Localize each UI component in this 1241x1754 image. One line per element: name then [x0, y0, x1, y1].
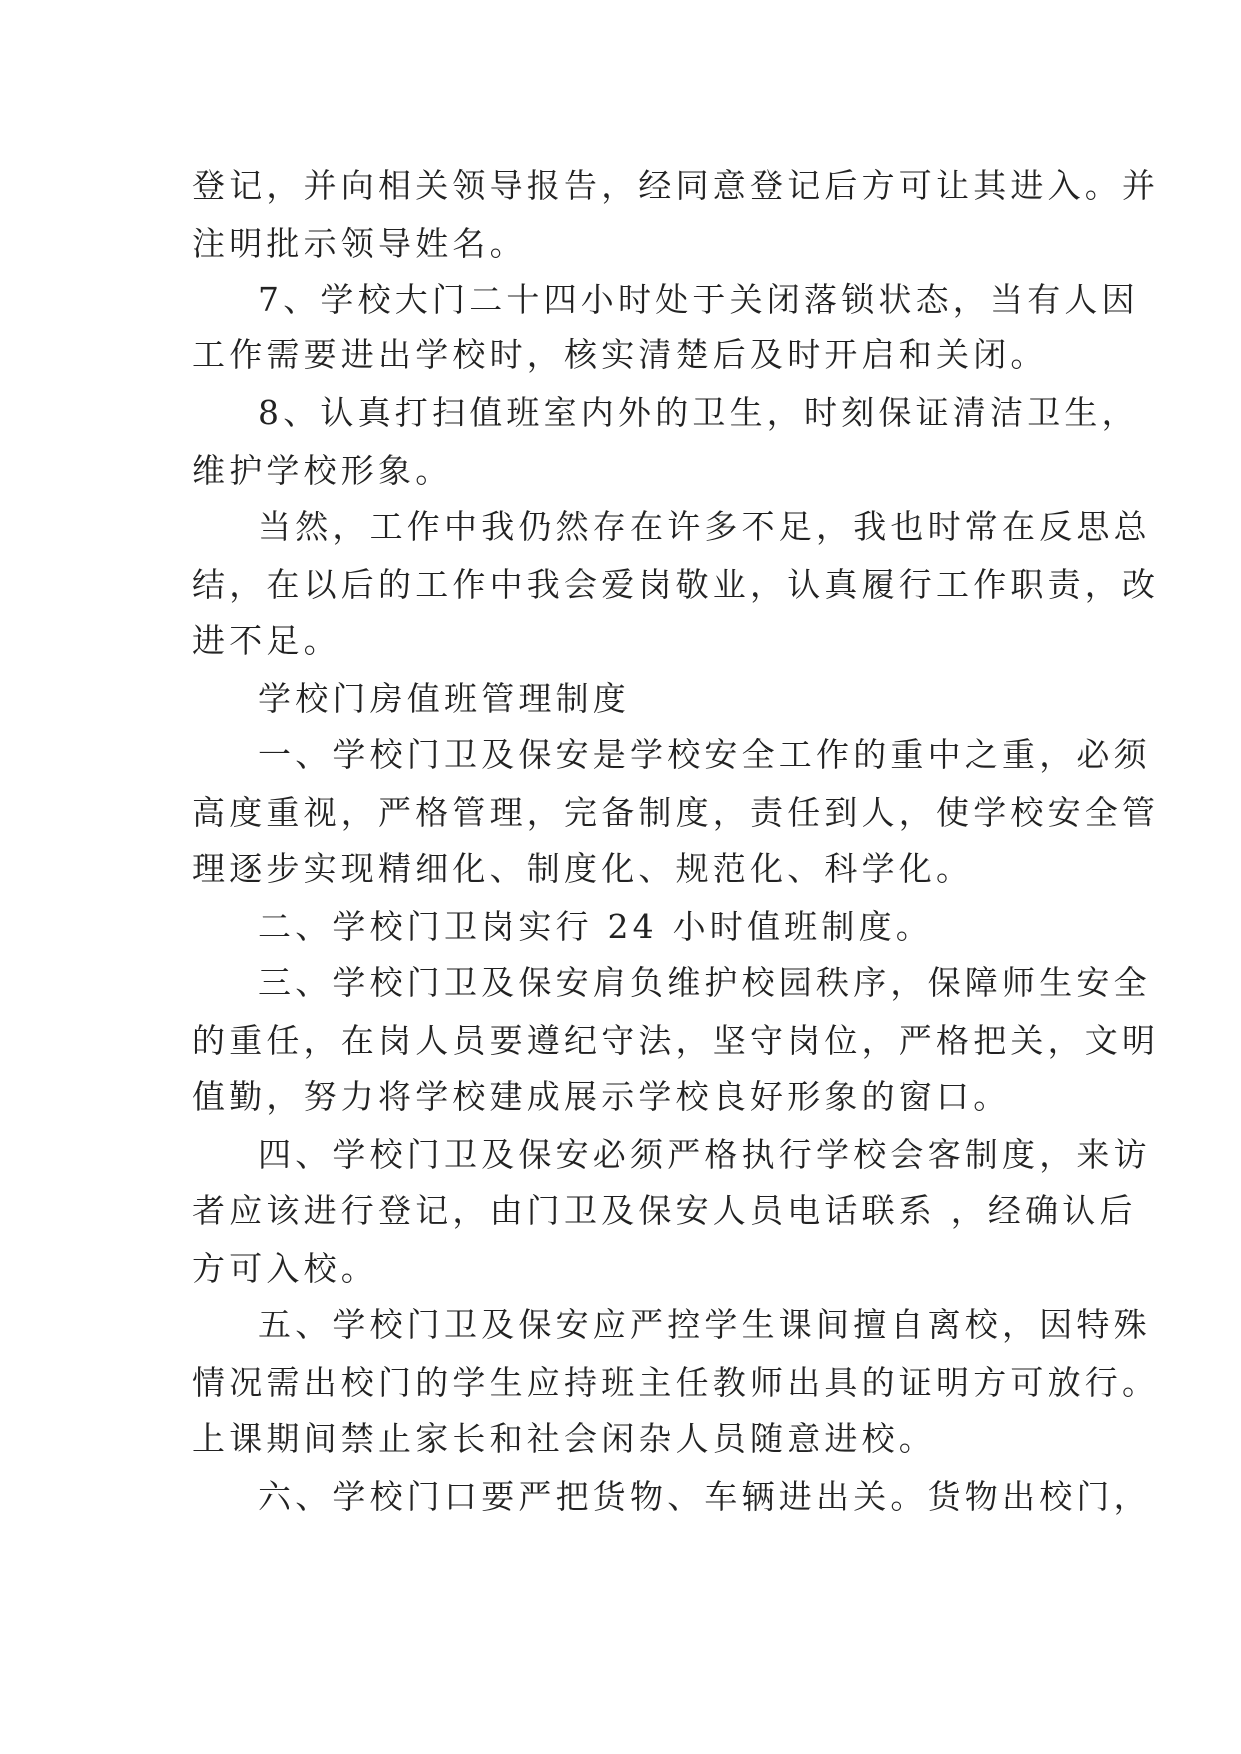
text-line: 登记，并向相关领导报告，经同意登记后方可让其进入。并	[192, 166, 1160, 205]
text-line: 者应该进行登记，由门卫及保安人员电话联系 ，经确认后	[192, 1191, 1137, 1230]
text-line: 值勤，努力将学校建成展示学校良好形象的窗口。	[192, 1077, 1011, 1116]
text-line: 结，在以后的工作中我会爱岗敬业，认真履行工作职责，改	[192, 565, 1160, 604]
text-line: 当然，工作中我仍然存在许多不足，我也时常在反思总	[258, 507, 1151, 546]
text-line: 情况需出校门的学生应持班主任教师出具的证明方可放行。	[192, 1363, 1160, 1402]
text-line: 六、学校门口要严把货物、车辆进出关。货物出校门，	[258, 1477, 1151, 1516]
text-line: 注明批示领导姓名。	[192, 224, 527, 263]
text-line: 二、学校门卫岗实行 24 小时值班制度。	[258, 907, 933, 946]
text-line: 理逐步实现精细化、制度化、规范化、科学化。	[192, 849, 974, 888]
text-line: 五、学校门卫及保安应严控学生课间擅自离校，因特殊	[258, 1305, 1151, 1344]
text-line: 上课期间禁止家长和社会闲杂人员随意进校。	[192, 1419, 936, 1458]
text-line: 维护学校形象。	[192, 451, 453, 490]
text-line: 四、学校门卫及保安必须严格执行学校会客制度，来访	[258, 1135, 1151, 1174]
text-line: 7、学校大门二十四小时处于关闭落锁状态，当有人因	[258, 280, 1139, 319]
text-line: 8、认真打扫值班室内外的卫生，时刻保证清洁卫生，	[258, 393, 1139, 432]
section-title: 学校门房值班管理制度	[258, 679, 630, 718]
text-line: 三、学校门卫及保安肩负维护校园秩序，保障师生安全	[258, 963, 1151, 1002]
text-line: 高度重视，严格管理，完备制度，责任到人，使学校安全管	[192, 793, 1160, 832]
text-line: 的重任，在岗人员要遵纪守法，坚守岗位，严格把关，文明	[192, 1021, 1160, 1060]
text-line: 进不足。	[192, 621, 341, 660]
text-line: 工作需要进出学校时，核实清楚后及时开启和关闭。	[192, 335, 1048, 374]
text-line: 一、学校门卫及保安是学校安全工作的重中之重，必须	[258, 735, 1151, 774]
text-line: 方可入校。	[192, 1249, 378, 1288]
